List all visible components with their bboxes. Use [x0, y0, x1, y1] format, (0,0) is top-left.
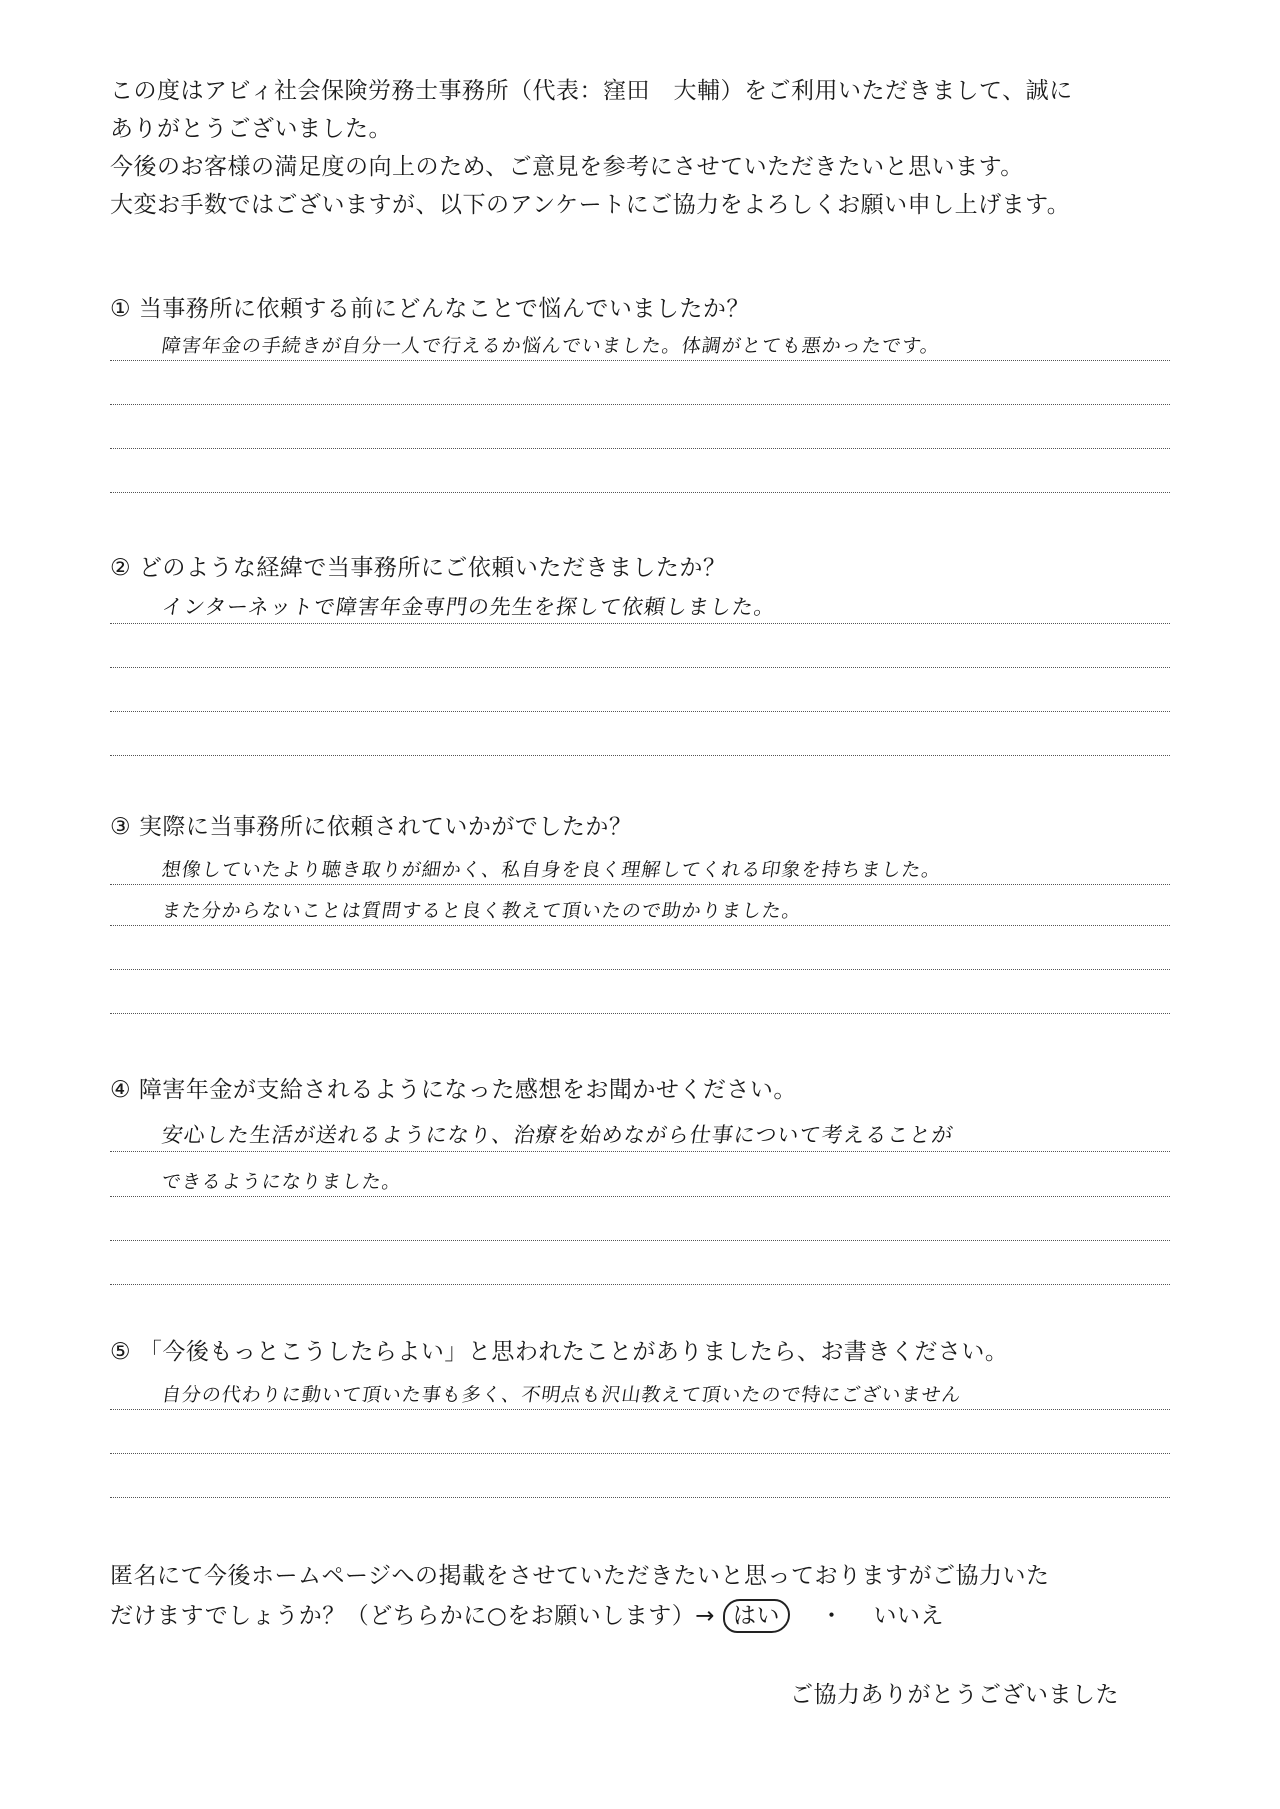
intro-line-1: この度はアビィ社会保険労務士事務所（代表：窪田 大輔）をご利用いただきまして、誠に — [110, 78, 1073, 104]
question-2-label: ② どのような経緯で当事務所にご依頼いただきましたか？ — [110, 555, 727, 581]
answer-line[interactable] — [110, 624, 1170, 668]
answer-line[interactable] — [110, 885, 1170, 926]
question-3-label: ③ 実際に当事務所に依頼されていかがでしたか？ — [110, 814, 633, 840]
answer-line[interactable] — [110, 1152, 1170, 1197]
answer-line[interactable] — [110, 589, 1170, 624]
intro-line-2: ありがとうございました。 — [110, 116, 392, 142]
handwritten-answer: 想像していたより聴き取りが細かく、私自身を良く理解してくれる印象を持ちました。 — [160, 859, 943, 881]
question-2 — [110, 551, 1170, 756]
answer-line[interactable] — [110, 361, 1170, 405]
handwritten-answer: 障害年金の手続きが自分一人で行えるか悩んでいました。体調がとても悪かったです。 — [160, 335, 942, 357]
publication-consent — [110, 1556, 1180, 1636]
question-1-label: ① 当事務所に依頼する前にどんなことで悩んでいましたか？ — [110, 296, 750, 322]
consent-separator: ・ — [820, 1603, 844, 1629]
intro-line-4: 大変お手数ではございますが、以下のアンケートにご協力をよろしくお願い申し上げます。 — [110, 192, 1071, 218]
handwritten-answer: 自分の代わりに動いて頂いた事も多く、不明点も沢山教えて頂いたので特にございません — [160, 1384, 963, 1406]
question-5 — [110, 1335, 1170, 1498]
answer-line[interactable] — [110, 1111, 1170, 1152]
answer-line[interactable] — [110, 330, 1170, 361]
handwritten-answer: インターネットで障害年金専門の先生を探して依頼しました。 — [160, 595, 778, 619]
answer-line[interactable] — [110, 449, 1170, 493]
intro-line-3: 今後のお客様の満足度の向上のため、ご意見を参考にさせていただきたいと思います。 — [110, 154, 1024, 180]
answer-line[interactable] — [110, 926, 1170, 970]
answer-line[interactable] — [110, 848, 1170, 885]
answer-line[interactable] — [110, 1410, 1170, 1454]
question-4-label: ④ 障害年金が支給されるようになった感想をお聞かせください。 — [110, 1077, 797, 1103]
answer-line[interactable] — [110, 405, 1170, 449]
handwritten-answer: 安心した生活が送れるようになり、治療を始めながら仕事について考えることが — [160, 1123, 956, 1147]
handwritten-answer: できるようになりました。 — [160, 1171, 404, 1193]
answer-line[interactable] — [110, 668, 1170, 712]
answer-line[interactable] — [110, 1373, 1170, 1410]
question-3 — [110, 810, 1170, 1014]
answer-line[interactable] — [110, 1241, 1170, 1285]
consent-line-1: 匿名にて今後ホームページへの掲載をさせていただきたいと思っておりますがご協力いた — [110, 1563, 1050, 1589]
answer-line[interactable] — [110, 1454, 1170, 1498]
question-5-label: ⑤ 「今後もっとこうしたらよい」と思われたことがありましたら、お書きください。 — [110, 1339, 1009, 1365]
answer-line[interactable] — [110, 1197, 1170, 1241]
consent-yes-option[interactable]: はい — [723, 1599, 790, 1633]
answer-line[interactable] — [110, 970, 1170, 1014]
question-1 — [110, 292, 1170, 493]
answer-line[interactable] — [110, 712, 1170, 756]
consent-line-2 — [110, 1596, 1180, 1636]
question-4 — [110, 1073, 1170, 1285]
consent-no-option[interactable]: いいえ — [873, 1603, 945, 1629]
intro-text — [110, 72, 1180, 224]
handwritten-answer: また分からないことは質問すると良く教えて頂いたので助かりました。 — [160, 900, 804, 922]
consent-question: だけますでしょうか？（どちらかに○をお願いします）→ — [110, 1603, 716, 1629]
closing-thanks: ご協力ありがとうございました — [790, 1682, 1119, 1708]
